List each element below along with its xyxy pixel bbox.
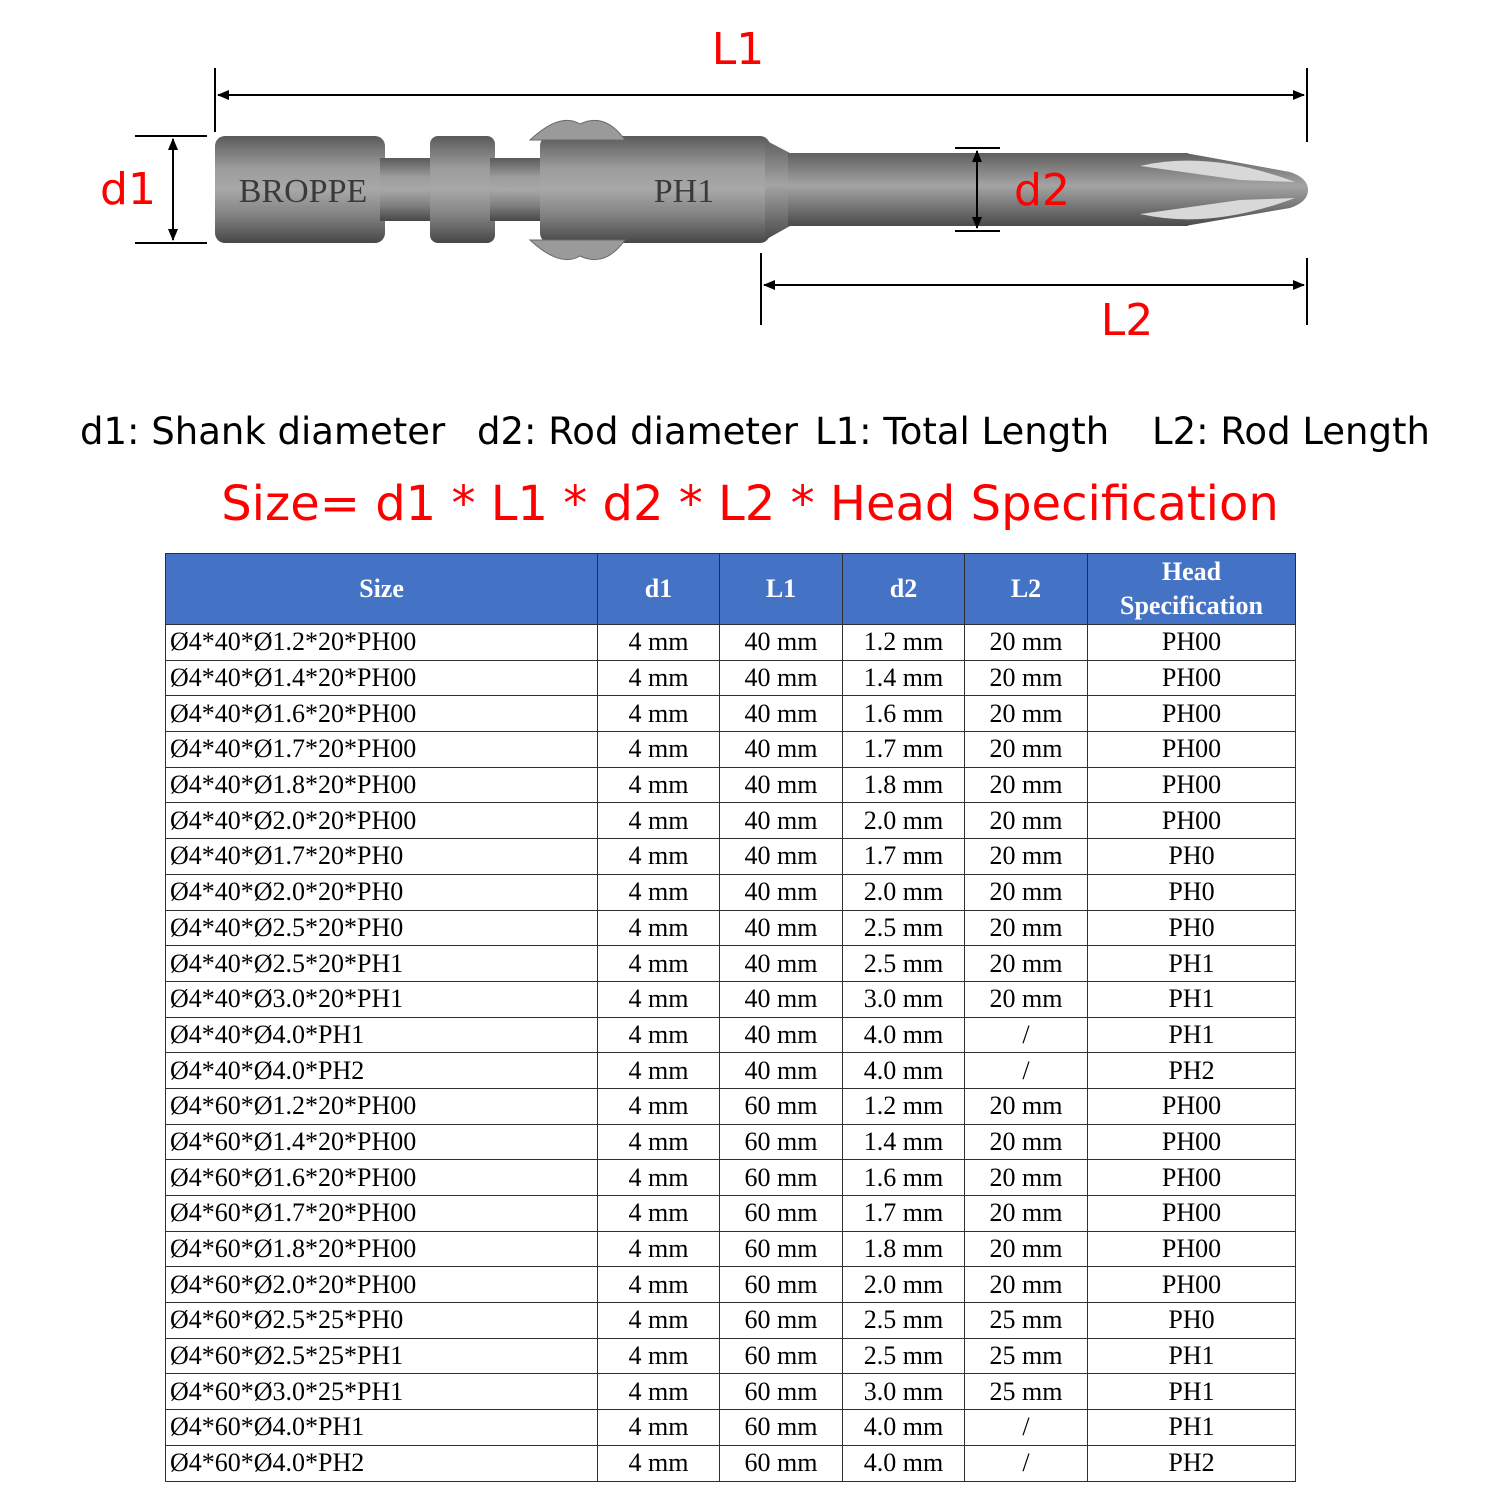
cell-l1: 40 mm xyxy=(720,1053,843,1089)
cell-d2: 1.7 mm xyxy=(843,732,965,768)
cell-l2: 20 mm xyxy=(965,839,1088,875)
legend-d2: d2: Rod diameter xyxy=(477,410,798,453)
l1-dimension xyxy=(215,68,1307,142)
bit-rod xyxy=(788,153,1188,226)
cell-size: Ø4*60*Ø1.6*20*PH00 xyxy=(166,1160,598,1196)
table-row xyxy=(166,874,1296,910)
table-row xyxy=(166,1303,1296,1339)
cell-d2: 1.8 mm xyxy=(843,1231,965,1267)
cell-l2: 20 mm xyxy=(965,696,1088,732)
d1-label: d1 xyxy=(100,164,156,215)
cell-l2: 20 mm xyxy=(965,1124,1088,1160)
cell-l2: 25 mm xyxy=(965,1338,1088,1374)
d2-label: d2 xyxy=(1014,165,1070,216)
cell-d2: 1.4 mm xyxy=(843,660,965,696)
cell-size: Ø4*40*Ø1.7*20*PH00 xyxy=(166,732,598,768)
bit-groove xyxy=(380,158,435,221)
cell-head-specification: PH1 xyxy=(1088,946,1296,982)
cell-l2: 20 mm xyxy=(965,1160,1088,1196)
cell-d1: 4 mm xyxy=(598,767,720,803)
cell-l1: 40 mm xyxy=(720,874,843,910)
cell-l1: 60 mm xyxy=(720,1160,843,1196)
cell-size: Ø4*40*Ø3.0*20*PH1 xyxy=(166,981,598,1017)
table-row xyxy=(166,981,1296,1017)
cell-d1: 4 mm xyxy=(598,660,720,696)
cell-d1: 4 mm xyxy=(598,625,720,661)
column-header-size: Size xyxy=(166,554,598,625)
cell-head-specification: PH0 xyxy=(1088,910,1296,946)
cell-d2: 1.4 mm xyxy=(843,1124,965,1160)
table-row xyxy=(166,839,1296,875)
bit-bulge-top xyxy=(530,120,625,140)
cell-head-specification: PH00 xyxy=(1088,732,1296,768)
cell-d2: 1.2 mm xyxy=(843,625,965,661)
cell-d1: 4 mm xyxy=(598,803,720,839)
cell-head-specification: PH00 xyxy=(1088,1088,1296,1124)
cell-size: Ø4*60*Ø1.2*20*PH00 xyxy=(166,1088,598,1124)
cell-size: Ø4*40*Ø1.7*20*PH0 xyxy=(166,839,598,875)
cell-d2: 3.0 mm xyxy=(843,1374,965,1410)
bit-head-marking: PH1 xyxy=(653,173,715,210)
cell-size: Ø4*40*Ø2.5*20*PH0 xyxy=(166,910,598,946)
cell-d1: 4 mm xyxy=(598,1338,720,1374)
cell-d1: 4 mm xyxy=(598,839,720,875)
cell-d2: 2.5 mm xyxy=(843,1303,965,1339)
cell-d1: 4 mm xyxy=(598,732,720,768)
cell-head-specification: PH0 xyxy=(1088,1303,1296,1339)
cell-l1: 40 mm xyxy=(720,732,843,768)
cell-size: Ø4*40*Ø2.0*20*PH00 xyxy=(166,803,598,839)
table-row xyxy=(166,625,1296,661)
table-row xyxy=(166,1410,1296,1446)
cell-l2: / xyxy=(965,1017,1088,1053)
cell-l1: 60 mm xyxy=(720,1410,843,1446)
cell-head-specification: PH00 xyxy=(1088,767,1296,803)
cell-d2: 2.5 mm xyxy=(843,1338,965,1374)
cell-d2: 4.0 mm xyxy=(843,1410,965,1446)
bit-bulge-bottom xyxy=(530,240,625,260)
cell-d1: 4 mm xyxy=(598,910,720,946)
cell-d1: 4 mm xyxy=(598,1374,720,1410)
table-row xyxy=(166,732,1296,768)
cell-l1: 60 mm xyxy=(720,1088,843,1124)
cell-l2: 20 mm xyxy=(965,1196,1088,1232)
cell-d1: 4 mm xyxy=(598,1017,720,1053)
cell-d2: 1.6 mm xyxy=(843,1160,965,1196)
cell-l1: 40 mm xyxy=(720,981,843,1017)
cell-d2: 1.2 mm xyxy=(843,1088,965,1124)
cell-size: Ø4*60*Ø3.0*25*PH1 xyxy=(166,1374,598,1410)
table-row xyxy=(166,1445,1296,1481)
table-row xyxy=(166,803,1296,839)
cell-l2: 20 mm xyxy=(965,732,1088,768)
table-row xyxy=(166,1196,1296,1232)
cell-d2: 1.7 mm xyxy=(843,1196,965,1232)
column-header-d1: d1 xyxy=(598,554,720,625)
bit-collar xyxy=(430,136,495,243)
cell-l1: 60 mm xyxy=(720,1196,843,1232)
column-header-l2: L2 xyxy=(965,554,1088,625)
table-row xyxy=(166,1088,1296,1124)
cell-l2: 20 mm xyxy=(965,910,1088,946)
cell-head-specification: PH00 xyxy=(1088,660,1296,696)
cell-size: Ø4*60*Ø1.4*20*PH00 xyxy=(166,1124,598,1160)
cell-size: Ø4*40*Ø1.2*20*PH00 xyxy=(166,625,598,661)
table-row xyxy=(166,946,1296,982)
l2-label: L2 xyxy=(1100,295,1154,346)
cell-d2: 1.6 mm xyxy=(843,696,965,732)
cell-head-specification: PH00 xyxy=(1088,1160,1296,1196)
screwdriver-bit-diagram xyxy=(0,0,1500,360)
cell-l1: 40 mm xyxy=(720,803,843,839)
cell-d1: 4 mm xyxy=(598,1196,720,1232)
cell-head-specification: PH00 xyxy=(1088,1267,1296,1303)
cell-size: Ø4*40*Ø2.0*20*PH0 xyxy=(166,874,598,910)
spec-table xyxy=(165,553,1296,1482)
cell-l2: 20 mm xyxy=(965,1267,1088,1303)
cell-d2: 4.0 mm xyxy=(843,1053,965,1089)
column-header-head-specification xyxy=(1088,554,1296,625)
cell-l1: 40 mm xyxy=(720,839,843,875)
cell-size: Ø4*40*Ø1.6*20*PH00 xyxy=(166,696,598,732)
cell-size: Ø4*60*Ø1.8*20*PH00 xyxy=(166,1231,598,1267)
cell-l1: 60 mm xyxy=(720,1445,843,1481)
cell-head-specification: PH2 xyxy=(1088,1445,1296,1481)
cell-d1: 4 mm xyxy=(598,874,720,910)
cell-l1: 60 mm xyxy=(720,1338,843,1374)
cell-size: Ø4*40*Ø4.0*PH1 xyxy=(166,1017,598,1053)
cell-d2: 2.5 mm xyxy=(843,946,965,982)
table-row xyxy=(166,1338,1296,1374)
cell-head-specification: PH2 xyxy=(1088,1053,1296,1089)
column-header-l1: L1 xyxy=(720,554,843,625)
bit-brand-marking: BROPPE xyxy=(238,173,368,210)
cell-l1: 60 mm xyxy=(720,1231,843,1267)
cell-head-specification: PH1 xyxy=(1088,981,1296,1017)
cell-size: Ø4*40*Ø4.0*PH2 xyxy=(166,1053,598,1089)
size-formula: Size= d1 * L1 * d2 * L2 * Head Specification xyxy=(221,476,1279,532)
cell-d1: 4 mm xyxy=(598,1410,720,1446)
dimension-legend xyxy=(0,410,1500,462)
bit-groove-2 xyxy=(490,158,545,221)
cell-head-specification: PH1 xyxy=(1088,1374,1296,1410)
cell-d1: 4 mm xyxy=(598,1445,720,1481)
cell-l1: 60 mm xyxy=(720,1303,843,1339)
cell-d1: 4 mm xyxy=(598,1231,720,1267)
legend-l1: L1: Total Length xyxy=(815,410,1110,453)
table-row xyxy=(166,910,1296,946)
cell-d1: 4 mm xyxy=(598,946,720,982)
cell-l2: 20 mm xyxy=(965,874,1088,910)
cell-l1: 40 mm xyxy=(720,910,843,946)
cell-l2: 20 mm xyxy=(965,1088,1088,1124)
cell-d1: 4 mm xyxy=(598,1267,720,1303)
cell-d2: 2.5 mm xyxy=(843,910,965,946)
l1-label: L1 xyxy=(711,24,765,75)
cell-d2: 4.0 mm xyxy=(843,1017,965,1053)
cell-l2: 25 mm xyxy=(965,1303,1088,1339)
table-header-row xyxy=(166,554,1296,625)
cell-head-specification: PH00 xyxy=(1088,1124,1296,1160)
table-row xyxy=(166,1017,1296,1053)
cell-d1: 4 mm xyxy=(598,1124,720,1160)
cell-d1: 4 mm xyxy=(598,1303,720,1339)
cell-l2: 20 mm xyxy=(965,625,1088,661)
cell-head-specification: PH1 xyxy=(1088,1017,1296,1053)
cell-l1: 40 mm xyxy=(720,625,843,661)
cell-d1: 4 mm xyxy=(598,1088,720,1124)
cell-head-specification: PH1 xyxy=(1088,1338,1296,1374)
cell-d1: 4 mm xyxy=(598,981,720,1017)
cell-l1: 40 mm xyxy=(720,946,843,982)
cell-l2: 20 mm xyxy=(965,767,1088,803)
cell-l1: 40 mm xyxy=(720,1017,843,1053)
table-row xyxy=(166,1231,1296,1267)
table-row xyxy=(166,1374,1296,1410)
cell-l2: 20 mm xyxy=(965,1231,1088,1267)
cell-d2: 1.7 mm xyxy=(843,839,965,875)
cell-l2: / xyxy=(965,1410,1088,1446)
cell-size: Ø4*40*Ø1.8*20*PH00 xyxy=(166,767,598,803)
cell-size: Ø4*40*Ø1.4*20*PH00 xyxy=(166,660,598,696)
cell-head-specification: PH0 xyxy=(1088,839,1296,875)
cell-d2: 2.0 mm xyxy=(843,874,965,910)
cell-l1: 60 mm xyxy=(720,1124,843,1160)
cell-d2: 4.0 mm xyxy=(843,1445,965,1481)
cell-head-specification: PH00 xyxy=(1088,625,1296,661)
screwdriver-bit xyxy=(215,120,1308,259)
cell-size: Ø4*60*Ø1.7*20*PH00 xyxy=(166,1196,598,1232)
cell-d2: 3.0 mm xyxy=(843,981,965,1017)
cell-head-specification: PH00 xyxy=(1088,696,1296,732)
table-row xyxy=(166,1124,1296,1160)
column-header-head-line1: Head xyxy=(1161,557,1222,586)
cell-l1: 40 mm xyxy=(720,767,843,803)
spec-table-body xyxy=(166,625,1296,1482)
table-row xyxy=(166,660,1296,696)
cell-head-specification: PH00 xyxy=(1088,1196,1296,1232)
cell-size: Ø4*60*Ø2.0*20*PH00 xyxy=(166,1267,598,1303)
cell-l2: 20 mm xyxy=(965,981,1088,1017)
cell-head-specification: PH00 xyxy=(1088,1231,1296,1267)
cell-head-specification: PH00 xyxy=(1088,803,1296,839)
cell-d2: 2.0 mm xyxy=(843,803,965,839)
table-row xyxy=(166,696,1296,732)
cell-d1: 4 mm xyxy=(598,1053,720,1089)
cell-head-specification: PH1 xyxy=(1088,1410,1296,1446)
cell-size: Ø4*60*Ø4.0*PH2 xyxy=(166,1445,598,1481)
legend-d1: d1: Shank diameter xyxy=(80,410,446,453)
table-row xyxy=(166,1053,1296,1089)
column-header-d2: d2 xyxy=(843,554,965,625)
cell-l1: 40 mm xyxy=(720,696,843,732)
cell-size: Ø4*60*Ø4.0*PH1 xyxy=(166,1410,598,1446)
cell-l2: 20 mm xyxy=(965,660,1088,696)
table-row xyxy=(166,1160,1296,1196)
cell-l2: / xyxy=(965,1053,1088,1089)
bit-taper xyxy=(765,140,790,240)
cell-d1: 4 mm xyxy=(598,696,720,732)
cell-l2: 20 mm xyxy=(965,803,1088,839)
cell-l2: / xyxy=(965,1445,1088,1481)
l2-dimension xyxy=(761,253,1307,325)
cell-l2: 25 mm xyxy=(965,1374,1088,1410)
cell-l1: 40 mm xyxy=(720,660,843,696)
cell-l2: 20 mm xyxy=(965,946,1088,982)
legend-l2: L2: Rod Length xyxy=(1152,410,1430,453)
cell-d2: 1.8 mm xyxy=(843,767,965,803)
table-row xyxy=(166,1267,1296,1303)
cell-size: Ø4*60*Ø2.5*25*PH0 xyxy=(166,1303,598,1339)
cell-l1: 60 mm xyxy=(720,1374,843,1410)
column-header-head-line2: Specification xyxy=(1120,591,1263,620)
table-row xyxy=(166,767,1296,803)
cell-size: Ø4*40*Ø2.5*20*PH1 xyxy=(166,946,598,982)
cell-size: Ø4*60*Ø2.5*25*PH1 xyxy=(166,1338,598,1374)
cell-l1: 60 mm xyxy=(720,1267,843,1303)
cell-d1: 4 mm xyxy=(598,1160,720,1196)
cell-d2: 2.0 mm xyxy=(843,1267,965,1303)
cell-head-specification: PH0 xyxy=(1088,874,1296,910)
